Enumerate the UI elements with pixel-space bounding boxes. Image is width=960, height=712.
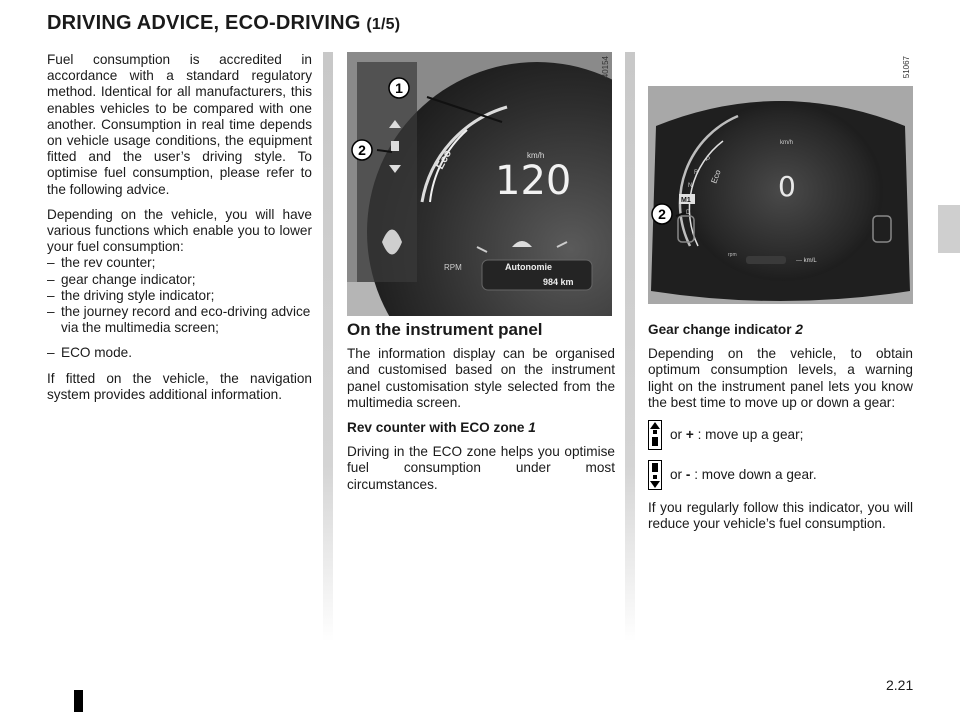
display-paragraph: The information display can be organised and customised based on the instrument panel customisation style selected from the multimedia screen. bbox=[347, 346, 615, 410]
callout-2: 2 bbox=[358, 142, 366, 158]
column-separator bbox=[323, 52, 333, 642]
list-item: – the driving style indicator; bbox=[47, 288, 312, 304]
gear-down-icon bbox=[648, 460, 662, 490]
rpm-label: rpm bbox=[728, 252, 737, 258]
consumption-readout: --- km/L bbox=[796, 258, 817, 264]
column-instrument-panel bbox=[347, 322, 615, 502]
connector-word: or bbox=[670, 426, 683, 442]
speed-unit: km/h bbox=[527, 151, 545, 160]
heading-number: 2 bbox=[795, 322, 803, 337]
figure-2-ref: 51067 bbox=[902, 56, 911, 79]
range-label: Autonomie bbox=[505, 262, 552, 272]
gear-paragraph: Depending on the vehicle, to obtain optimum consumption levels, a warning light on the instrument panel lets you know the best time to move up or down a gear: bbox=[648, 346, 913, 410]
down-sign: - bbox=[685, 466, 691, 482]
column-intro bbox=[47, 52, 312, 412]
functions-intro: Depending on the vehicle, you will have various functions which enable you to lower your fuel consumption: bbox=[47, 206, 312, 255]
page-title: DRIVING ADVICE, ECO-DRIVING (1/5) bbox=[47, 12, 401, 34]
callout-2: 2 bbox=[658, 206, 666, 222]
intro-paragraph: Fuel consumption is accredited in accordance with a standard regulatory method. Identical for all manufacturers, this enables vehicles to be compared with one another. Consumption in real time depends on vehicle usage conditions, the equipment fitted and the user’s driving style. To optimise fuel consumption, please refer to the following advice. bbox=[47, 52, 312, 197]
gear-down-row bbox=[648, 460, 913, 490]
gear-d: D bbox=[686, 210, 691, 216]
gear-heading: Gear change indicator 2 bbox=[648, 322, 803, 337]
functions-list-eco bbox=[47, 345, 312, 361]
gear-n: N bbox=[688, 183, 693, 189]
connector-word: or bbox=[670, 466, 683, 482]
eco-zone-paragraph: Driving in the ECO zone helps you optimise fuel consumption under most circumstances. bbox=[347, 444, 615, 492]
speed-readout: 0 bbox=[778, 170, 796, 203]
eco-zone-label: Eco bbox=[434, 147, 455, 172]
list-item: – the journey record and eco-driving advice via the multimedia screen; bbox=[47, 304, 312, 336]
section-heading: On the instrument panel bbox=[347, 320, 543, 339]
functions-list bbox=[47, 255, 312, 336]
list-item: – gear change indicator; bbox=[47, 272, 312, 288]
chapter-tab bbox=[938, 205, 960, 253]
speed-unit: km/h bbox=[780, 140, 794, 146]
column-gear-indicator bbox=[648, 322, 913, 541]
up-text: : move up a gear; bbox=[697, 426, 804, 442]
subheading-number: 1 bbox=[528, 420, 536, 436]
list-item: – the rev counter; bbox=[47, 255, 312, 271]
gear-r: R bbox=[694, 170, 699, 176]
navigation-paragraph: If fitted on the vehicle, the navigation system provides additional information. bbox=[47, 370, 312, 402]
list-item: – ECO mode. bbox=[47, 345, 312, 361]
rpm-label: RPM bbox=[444, 263, 462, 272]
instrument-panel-photo-2 bbox=[648, 86, 913, 304]
callout-1: 1 bbox=[395, 80, 403, 96]
instrument-panel-photo-1 bbox=[347, 52, 612, 316]
eco-zone-label: Eco bbox=[709, 168, 723, 185]
summary-paragraph: If you regularly follow this indicator, you will reduce your vehicle’s fuel consumption. bbox=[648, 500, 913, 532]
gear-p: P bbox=[706, 157, 711, 163]
subheading: Rev counter with ECO zone 1 bbox=[347, 420, 536, 436]
speed-readout: 120 bbox=[495, 158, 572, 204]
title-part: (1/5) bbox=[366, 16, 401, 33]
figure-1-ref: 40154 bbox=[601, 56, 610, 79]
corner-mark bbox=[74, 690, 83, 712]
range-value: 984 km bbox=[543, 277, 574, 287]
column-separator bbox=[625, 52, 635, 642]
up-sign: + bbox=[685, 426, 694, 442]
down-text: : move down a gear. bbox=[694, 466, 817, 482]
gear-up-row bbox=[648, 420, 913, 450]
gear-m1: M1 bbox=[681, 197, 691, 204]
gear-up-icon bbox=[648, 420, 662, 450]
page-number: 2.21 bbox=[886, 677, 914, 693]
